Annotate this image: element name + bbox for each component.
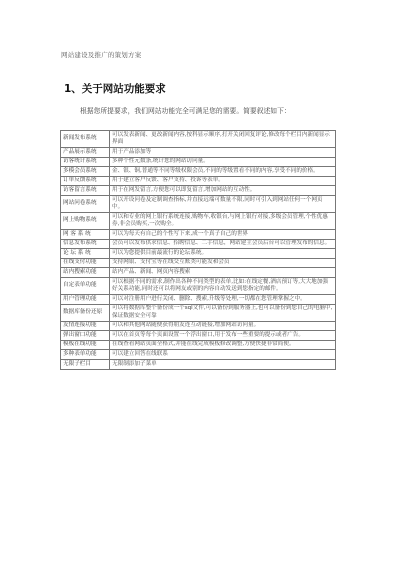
table-row [61,294,336,304]
function-name-cell: 信息发布系统 [61,239,110,249]
function-name-cell: 多模会员系统 [61,167,110,177]
table-row [61,131,336,148]
function-name-cell: 产品展示系统 [61,148,110,158]
function-table-body [61,131,336,370]
table-row [61,277,336,294]
table-row [61,304,336,321]
function-description-cell: 可以为每天有自己的个性写下来,成一个真子自己的世界 [110,229,336,239]
function-description-cell: 用于建立客户反馈、客户支持、投诉等表单。 [110,176,336,186]
function-table [60,130,336,370]
table-row [61,195,336,212]
function-description-cell: 会员可以发布供求信息、招聘信息、二手信息，网站建主会员后台可以管理发布的信息。 [110,239,336,249]
function-name-cell: 访客统计系统 [61,157,110,167]
function-name-cell: 网 客 系 统 [61,229,110,239]
function-name-cell: 站内搜索功能 [61,268,110,278]
section-heading: 1、关于网站功能要求 [64,83,166,95]
table-row [61,186,336,196]
function-name-cell: 网站问卷系统 [61,195,110,212]
table-row [61,268,336,278]
function-name-cell: 无限子栏目 [61,359,110,369]
function-name-cell: 用户管理功能 [61,294,110,304]
function-description-cell: 可以建立回答在线联系 [110,350,336,360]
table-row [61,212,336,229]
function-description-cell: 金、银、铜,普通等不同等级权限会员,不同的等级置看不同的内容,享受不同的价格。 [110,167,336,177]
function-description-cell: 可以发表新闻、更改新闻内容,按科显示顺序,打开关闭回复评论,修改每个栏目内新闻显示界面 [110,131,336,148]
function-description-cell: 可以对注册用户进行关闭、删除、搜索,升级等处理,一切都在您管理掌握之中。 [110,294,336,304]
function-name-cell: 模板在线功能 [61,340,110,350]
function-name-cell: 订单反馈系统 [61,176,110,186]
intro-paragraph: 根据您所提要求，我们网站功能完全可满足您的需要。简要叙述如下： [80,107,291,115]
function-name-cell: 自定表单功能 [61,277,110,294]
table-row [61,321,336,331]
table-row [61,350,336,360]
function-description-cell: 可以为您提供目前最流行的论坛系统。 [110,249,336,259]
function-name-cell: 数据库备份还原 [61,304,110,321]
document-title: 网站建设及推广的策划方案 [61,51,142,59]
function-name-cell: 多种表单功能 [61,350,110,360]
table-row [61,331,336,341]
function-description-cell: 可以根据不同的需求,制作出各种不同类型的表单,比如:在线定餐,酒店预订等,大大地加强好关系功能,同时还可以将网友或别的内容自动发送到您指定的邮件。 [110,277,336,294]
function-description-cell: 站内产品、新闻、网页内容搜索 [110,268,336,278]
function-description-cell: 无限制添加子菜单 [110,359,336,369]
function-name-cell: 友情连接功能 [61,321,110,331]
function-description-cell: 可以开设问卷及定制调查指标,并直接远端可数量不限,同时可引入到网站任何一个网页中。 [110,195,336,212]
function-name-cell: 访客留言系统 [61,186,110,196]
function-description-cell: 可以和专业的网上银行系统连接,购物车,收银台,与网上银行对接,多级会员管理,个性优惠券,非会员购买,一次购全。 [110,212,336,229]
function-description-cell: 可以在首页等每个页面设置一个浮出窗口,用于发布一些重要的提示或者广告。 [110,331,336,341]
function-description-cell: 支持网银、支付宝等在线交互账类可能发和会员 [110,258,336,268]
table-row [61,148,336,158]
table-row [61,176,336,186]
table-row [61,258,336,268]
function-description-cell: 用于产品添加等 [110,148,336,158]
table-row [61,167,336,177]
function-name-cell: 弹出窗口功能 [61,331,110,341]
function-description-cell: 用于在网发留言,方便您可以即复留言,增加网站的互动性。 [110,186,336,196]
table-row [61,340,336,350]
table-row [61,249,336,259]
table-row [61,239,336,249]
table-row [61,359,336,369]
table-row [61,229,336,239]
function-description-cell: 可以将数据库整个备份成一个sql文件,可以备份到服务器上,也可以备份到您自己的电脑中,保证数据安全可靠 [110,304,336,321]
function-name-cell: 在线支付功能 [61,258,110,268]
table-row [61,157,336,167]
function-description-cell: 在线查看网站页面全格式,并能在线完成模板修改调整,方便快捷非常简便。 [110,340,336,350]
function-description-cell: 多种个性元数条,统计您的网站访问量。 [110,157,336,167]
function-name-cell: 网上购物系统 [61,212,110,229]
function-name-cell: 新闻发布系统 [61,131,110,148]
function-name-cell: 论 坛 系 统 [61,249,110,259]
function-description-cell: 可以和其他网站随便获得朋友连互动链接,增加网站访问量。 [110,321,336,331]
